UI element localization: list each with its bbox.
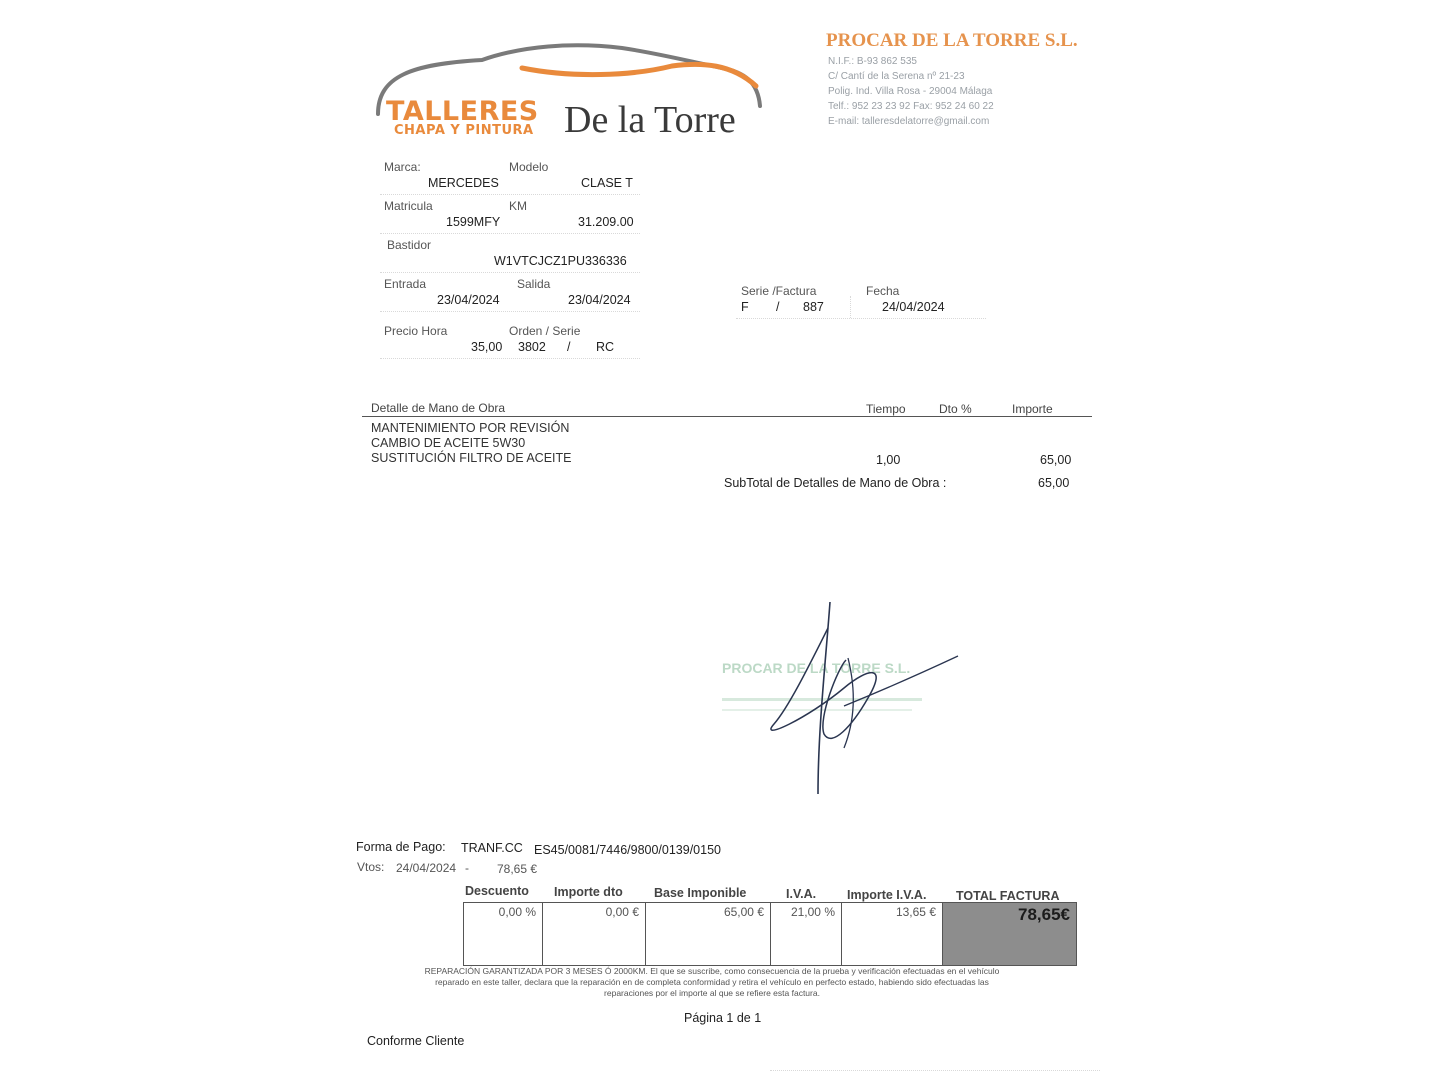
labor-tiempo: 1,00 [876, 453, 901, 467]
importe-dto-value: 0,00 € [543, 903, 646, 966]
th-importe-dto: Importe dto [554, 885, 623, 899]
fecha-label: Fecha [866, 284, 900, 298]
entrada-label: Entrada [384, 277, 427, 291]
precio-hora-value: 35,00 [471, 340, 503, 354]
subtotal-value: 65,00 [1038, 476, 1070, 490]
invoice-date: 24/04/2024 [882, 300, 945, 314]
conforme-cliente: Conforme Cliente [367, 1034, 465, 1048]
descuento-value: 0,00 % [464, 903, 543, 966]
company-email: E-mail: talleresdelatorre@gmail.com [828, 116, 990, 127]
col-tiempo: Tiempo [866, 402, 906, 416]
subtotal-label: SubTotal de Detalles de Mano de Obra : [724, 476, 947, 490]
matricula-label: Matricula [384, 199, 433, 213]
precio-hora-label: Precio Hora [384, 324, 448, 338]
legal-line-3: reparaciones por el importe al que se refiere esta factura. [604, 988, 820, 998]
importe-iva-value: 13,65 € [842, 903, 943, 966]
th-total-factura: TOTAL FACTURA [956, 889, 1060, 903]
labor-importe: 65,00 [1040, 453, 1072, 467]
payment-label: Forma de Pago: [356, 840, 446, 854]
bastidor-label: Bastidor [387, 238, 432, 252]
col-dto: Dto % [939, 402, 972, 416]
labor-line-1: MANTENIMIENTO POR REVISIÓN [371, 421, 570, 435]
km-value: 31.209.00 [578, 215, 634, 229]
company-address: C/ Cantí de la Serena nº 21-23 [828, 71, 965, 82]
bastidor-value: W1VTCJCZ1PU336336 [494, 254, 627, 268]
invoice-separator: / [776, 300, 780, 314]
marca-label: Marca: [384, 160, 421, 174]
logo-de-la-torre: De la Torre [564, 99, 736, 141]
invoice-serie: F [741, 300, 749, 314]
company-nif: N.I.F.: B-93 862 535 [828, 56, 917, 67]
salida-value: 23/04/2024 [568, 293, 631, 307]
labor-header: Detalle de Mano de Obra [371, 401, 506, 415]
base-imponible-value: 65,00 € [646, 903, 771, 966]
th-iva: I.V.A. [786, 887, 817, 901]
legal-line-1: REPARACIÓN GARANTIZADA POR 3 MESES Ó 2000KM. El que se suscribe, como consecuencia de la prueba y verificación efectuadas en el vehículo [424, 966, 1000, 976]
logo-talleres: TALLERES [386, 96, 539, 127]
vtos-date: 24/04/2024 [396, 861, 457, 875]
salida-label: Salida [517, 277, 551, 291]
company-phone: Telf.: 952 23 23 92 Fax: 952 24 60 22 [828, 101, 994, 112]
company-logo [372, 36, 764, 146]
matricula-value: 1599MFY [446, 215, 501, 229]
labor-line-3: SUSTITUCIÓN FILTRO DE ACEITE [371, 451, 572, 465]
vtos-label: Vtos: [357, 860, 385, 874]
logo-chapa-pintura: CHAPA Y PINTURA [394, 123, 534, 138]
legal-line-2: reparado en este taller, declara que la reparación en de completa conformidad y retira el vehículo en perfecto estado, habiendo sido efectuadas las [435, 977, 989, 987]
th-base-imponible: Base Imponible [654, 886, 747, 900]
totals-table [463, 902, 1077, 966]
serie-value: RC [596, 340, 615, 354]
th-importe-iva: Importe I.V.A. [847, 888, 927, 902]
company-area: Polig. Ind. Villa Rosa - 29004 Málaga [828, 86, 993, 97]
payment-account: ES45/0081/7446/9800/0139/0150 [534, 843, 721, 857]
orden-serie-label: Orden / Serie [509, 324, 581, 338]
labor-header-rule [362, 416, 1092, 417]
km-label: KM [509, 199, 527, 213]
orden-separator: / [567, 340, 571, 354]
orden-value: 3802 [518, 340, 546, 354]
labor-line-2: CAMBIO DE ACEITE 5W30 [371, 436, 526, 450]
invoice-number: 887 [803, 300, 824, 314]
marca-value: MERCEDES [428, 176, 499, 190]
entrada-value: 23/04/2024 [437, 293, 500, 307]
page-number: Página 1 de 1 [684, 1011, 762, 1025]
total-factura-cell [943, 903, 1077, 966]
company-name: PROCAR DE LA TORRE S.L. [826, 30, 1078, 51]
payment-method: TRANF.CC [461, 841, 523, 855]
modelo-value: CLASE T [581, 176, 633, 190]
vtos-dash: - [465, 861, 469, 875]
th-descuento: Descuento [465, 884, 529, 898]
legal-text [352, 966, 1072, 999]
vtos-amount: 78,65 € [497, 862, 538, 876]
col-importe: Importe [1012, 402, 1053, 416]
stamp-text: PROCAR DE LA TORRE S.L. [722, 660, 911, 676]
iva-value: 21,00 % [771, 903, 842, 966]
serie-factura-label: Serie /Factura [741, 284, 817, 298]
signature-image [748, 598, 968, 798]
modelo-label: Modelo [509, 160, 549, 174]
total-factura-value: 78,65€ [1018, 905, 1070, 924]
